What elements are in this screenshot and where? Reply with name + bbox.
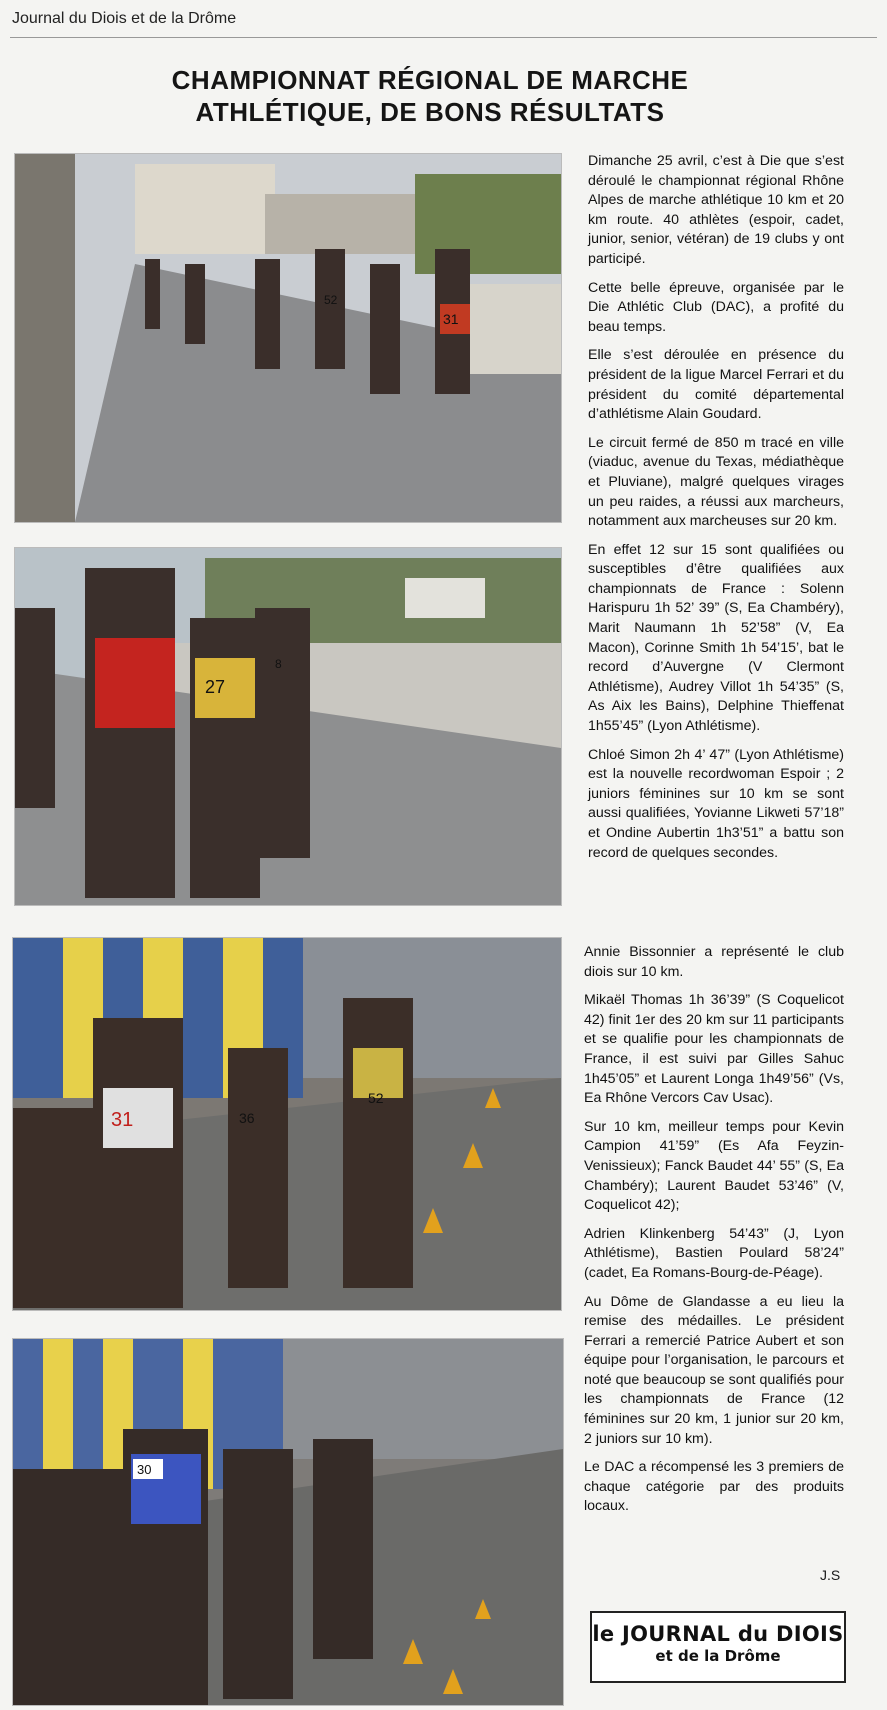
paragraph: Dimanche 25 avril, c’est à Die que s’est déroulé le championnat régional Rhône Alpes de marche athlétique 10 km et 20 km route. 40 athlètes (espoir, cadet, junior, senior, vétéran) de 19 clubs y ont participé. <box>588 153 844 267</box>
paragraph: Elle s’est déroulée en présence du président de la ligue Marcel Ferrari et du président du comité départemental d’athlétisme Alain Goudard. <box>588 347 844 423</box>
photo-race-viaduct <box>14 153 562 523</box>
paragraph: En effet 12 sur 15 sont qualifiées ou susceptibles d’être qualifiées aux championnats de France : Solenn Harispuru 1h 52’ 39” (S, Ea Chambéry), Marit Naumann 1h 52’58” (V, Ea Macon), Corinne Smith 1h 54’15’, bat le record d’Auvergne (V Clermont Athlétisme), Audrey Villot 1h 54’35” (S, As Aix les Bains), Delphine Thieffenat 1h55’45” (Lyon Athlétisme). <box>588 541 844 735</box>
photo-race-walkers-front <box>14 547 562 906</box>
bib-52b: 52 <box>368 1090 384 1106</box>
bib-8: 8 <box>275 657 282 671</box>
title-line-2: ATHLÉTIQUE, DE BONS RÉSULTATS <box>195 97 665 127</box>
bib-52: 52 <box>324 293 338 307</box>
paragraph: Adrien Klinkenberg 54’43” (J, Lyon Athlétisme), Bastien Poulard 58’24” (cadet, Ea Romans-Bourg-de-Péage). <box>584 1225 844 1281</box>
paragraph: Chloé Simon 2h 4’ 47” (Lyon Athlétisme) est la nouvelle recordwoman Espoir ; 2 juniors féminines sur 10 km se sont aussi qualifiées, Yovianne Likweti 57’18” et Ondine Aubertin 1h3’51” a battu son record de quelques secondes. <box>588 746 844 861</box>
photo-race-crowd <box>12 1338 564 1706</box>
paragraph: Sur 10 km, meilleur temps pour Kevin Campion 41’59” (Es Afa Feyzin-Venissieux); Fanck Baudet 44’ 55” (S, Ea Chambéry); Laurent Baudet 53’46” (V, Coquelicot 42); <box>584 1118 844 1214</box>
logo-line-1: le JOURNAL du DIOIS <box>592 1622 844 1646</box>
paragraph: Au Dôme de Glandasse a eu lieu la remise des médailles. Le président Ferrari a remercié Patrice Aubert et son équipe pour l’organisation, le parcours et noté que beaucoup se sont qualifiés pour les championnats de France (12 féminines sur 20 km, 1 junior sur 20 km, 2 juniors sur 10 km). <box>584 1293 844 1447</box>
paragraph: Mikaël Thomas 1h 36’39” (S Coquelicot 42) finit 1er des 20 km sur 11 participants et se qualifie pour les championnats de France, il est suivi par Gilles Sahuc 1h45’05” et Laurent Longa 1h49’56” (Vs, Ea Rhône Vercors Cav Usac). <box>584 992 844 1107</box>
paragraph: Cette belle épreuve, organisée par le Die Athlétic Club (DAC), a profité du beau temps. <box>588 279 844 335</box>
article-column-2 <box>584 943 844 1526</box>
newspaper-logo <box>590 1611 846 1683</box>
bib-31b: 31 <box>111 1109 134 1131</box>
article-title <box>60 64 800 128</box>
paragraph: Le DAC a récompensé les 3 premiers de chaque catégorie par des produits locaux. <box>584 1459 844 1515</box>
bib-27: 27 <box>205 677 226 697</box>
logo-line-2: et de la Drôme <box>655 1647 781 1665</box>
bib-31: 31 <box>443 311 459 327</box>
author-signature: J.S <box>820 1567 841 1583</box>
bib-30: 30 <box>137 1462 152 1477</box>
article-column-1 <box>588 152 844 872</box>
title-line-1: CHAMPIONNAT RÉGIONAL DE MARCHE <box>171 65 689 95</box>
bib-36: 36 <box>239 1110 255 1126</box>
paragraph: Le circuit fermé de 850 m tracé en ville (viaduc, avenue du Texas, médiathèque et Pluviane), malgré quelques virages un peu raides, a réussi aux marcheurs, notamment aux marcheuses sur 20 km. <box>588 434 844 530</box>
header-rule <box>10 37 877 38</box>
paragraph: Annie Bissonnier a représenté le club diois sur 10 km. <box>584 944 844 980</box>
photo-race-town-street <box>12 937 562 1311</box>
newspaper-header: Journal du Diois et de la Drôme <box>12 10 237 27</box>
